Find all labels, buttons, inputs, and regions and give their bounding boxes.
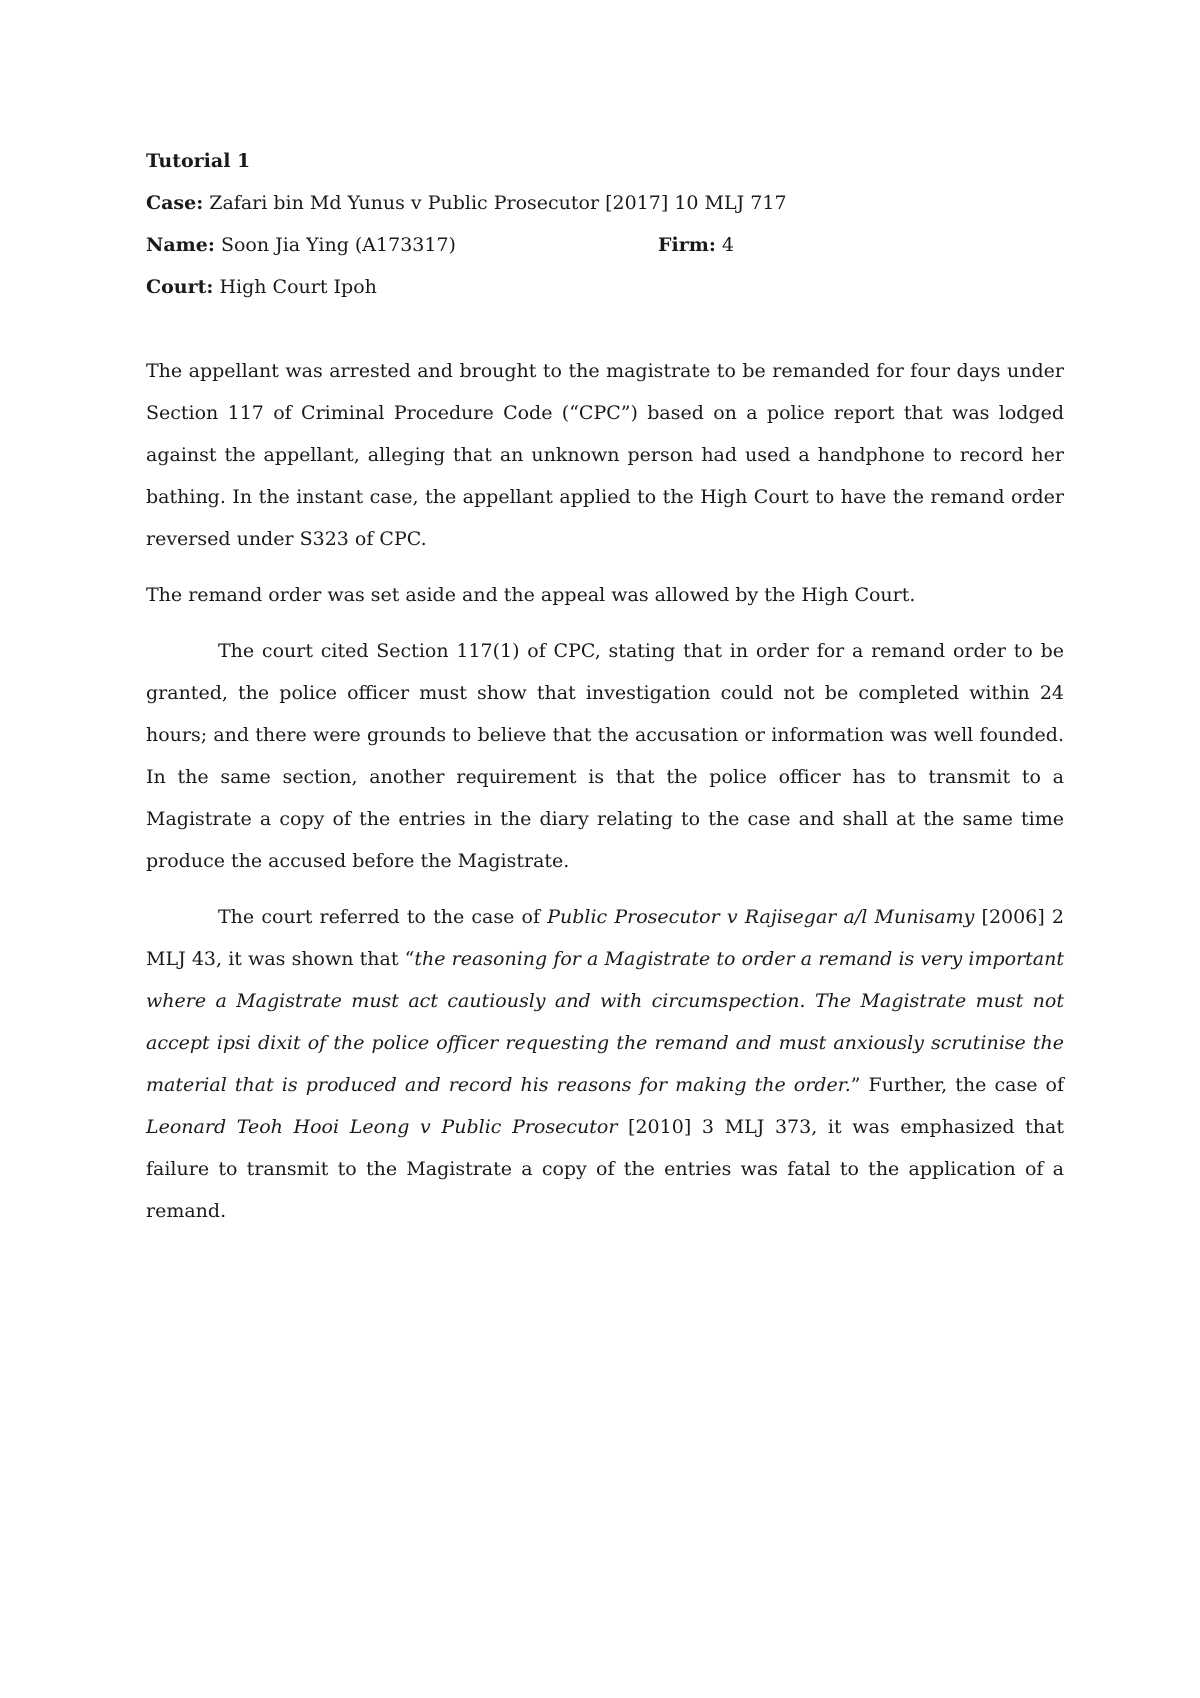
p4-text-b: [2006] 2 MLJ 43, it was shown that “ [146, 906, 1064, 970]
firm-field [658, 224, 734, 266]
document-page [146, 140, 1064, 1232]
paragraph-decision: The remand order was set aside and the appeal was allowed by the High Court. [146, 584, 916, 606]
case-citation-leonard-teoh: Leonard Teoh Hooi Leong v Public Prosecutor [146, 1116, 618, 1138]
court-value: High Court Ipoh [219, 276, 377, 298]
case-label: Case: [146, 192, 204, 214]
court-line [146, 266, 1064, 308]
p4-text-c: ” Further, the case of [850, 1074, 1065, 1096]
paragraph-section-117: The court cited Section 117(1) of CPC, stating that in order for a remand order to be granted, the police officer must show that investigation could not be completed within 24 hours; and there were grounds to believe that the accusation or information was well founded. In the same section, another requirement is that the police officer has to transmit to a Magistrate a copy of the entries in the diary relating to the case and shall at the same time produce the accused before the Magistrate. [146, 640, 1064, 872]
quoted-reasoning: the reasoning for a Magistrate to order a remand is very important where a Magistrate must act cautiously and with circumspection. The Magistrate must not accept ipsi dixit of the police officer requesting the remand and must anxiously scrutinise the material that is produced and record his reasons for making the order. [146, 948, 1065, 1096]
paragraph-case-references [146, 896, 1064, 1232]
court-label: Court: [146, 276, 214, 298]
firm-label: Firm: [658, 234, 716, 256]
spacer [146, 308, 1064, 350]
p4-text-d: [2010] 3 MLJ 373, it was emphasized that failure to transmit to the Magistrate a copy of the entries was fatal to the application of a remand. [146, 1116, 1064, 1222]
paragraph-facts: The appellant was arrested and brought to the magistrate to be remanded for four days under Section 117 of Criminal Procedure Code (“CPC”) based on a police report that was lodged against the appellant, alleging that an unknown person had used a handphone to record her bathing. In the instant case, the appellant applied to the High Court to have the remand order reversed under S323 of CPC. [146, 360, 1064, 550]
document-title [146, 140, 1064, 182]
name-line [146, 224, 1064, 266]
p4-text-a: The court referred to the case of [218, 906, 548, 928]
firm-value: 4 [721, 234, 734, 256]
title-text: Tutorial 1 [146, 150, 251, 172]
name-value: Soon Jia Ying (A173317) [220, 234, 456, 256]
name-label: Name: [146, 234, 215, 256]
case-citation-rajisegar: Public Prosecutor v Rajisegar a/l Munisamy [547, 906, 975, 928]
case-line [146, 182, 1064, 224]
case-value: Zafari bin Md Yunus v Public Prosecutor [2017] 10 MLJ 717 [209, 192, 787, 214]
